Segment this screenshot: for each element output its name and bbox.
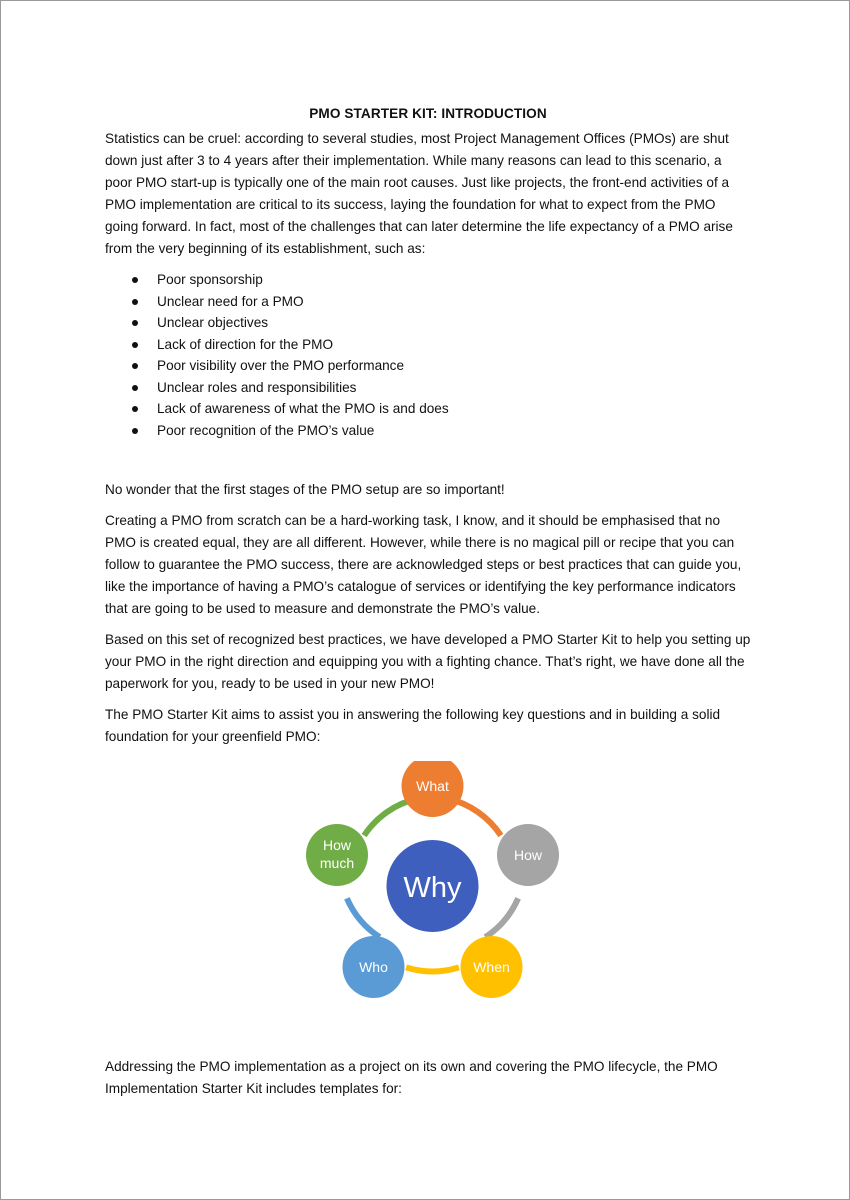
list-item xyxy=(105,377,751,399)
bullet-icon xyxy=(132,406,138,412)
how-label: How xyxy=(513,847,543,863)
node-how xyxy=(497,824,559,886)
list-item xyxy=(105,291,751,313)
bullet-icon xyxy=(132,299,138,305)
key-questions-diagram xyxy=(105,757,751,1047)
bullet-icon xyxy=(132,277,138,283)
bullet-icon xyxy=(132,428,138,434)
addressing-paragraph: Addressing the PMO implementation as a project on its own and covering the PMO lifecycle, the PMO Implementation Starter Kit includes templates for: xyxy=(105,1059,718,1096)
list-item-text: Lack of awareness of what the PMO is and does xyxy=(157,401,449,416)
who-label: Who xyxy=(359,959,388,975)
bullet-icon xyxy=(132,342,138,348)
list-item xyxy=(105,334,751,356)
wonder-paragraph: No wonder that the first stages of the PMO setup are so important! xyxy=(105,482,505,497)
list-item-text: Poor recognition of the PMO’s value xyxy=(157,422,375,438)
list-item xyxy=(105,355,751,377)
node-what xyxy=(402,761,464,817)
list-item xyxy=(105,398,751,420)
list-item-text: Poor sponsorship xyxy=(157,272,263,287)
when-label: When xyxy=(473,959,510,975)
bullet-icon xyxy=(132,320,138,326)
based-paragraph: Based on this set of recognized best practices, we have developed a PMO Starter Kit to help you setting up your PMO in the right direction and equipping you with a fighting chance. That’s right, we have done all the paperwork for you, ready to be used in your new PMO! xyxy=(105,632,751,691)
list-item xyxy=(105,420,751,442)
list-item-text: Unclear objectives xyxy=(157,315,269,330)
document-title: PMO STARTER KIT: INTRODUCTION xyxy=(309,106,547,121)
aims-paragraph: The PMO Starter Kit aims to assist you in answering the following key questions and in building a solid foundation for your greenfield PMO: xyxy=(105,707,721,744)
creating-paragraph: Creating a PMO from scratch can be a hard-working task, I know, and it should be emphasised that no PMO is created equal, they are all different. However, while there is no magical pill or recipe that you can follow to guarantee the PMO success, there are acknowledged steps or best practices that can guide you, like the importance of having a PMO’s catalogue of services or identifying the key performance indicators that are going to be used to measure and demonstrate the PMO’s value. xyxy=(105,513,742,616)
list-item xyxy=(105,312,751,334)
list-item-text: Unclear need for a PMO xyxy=(157,293,304,309)
list-item xyxy=(105,269,751,291)
node-who xyxy=(343,936,405,998)
cycle-diagram xyxy=(295,761,565,1011)
intro-paragraph: Statistics can be cruel: according to several studies, most Project Management Offices (PMOs) are shut down just after 3 to 4 years after their implementation. While many reasons can lead to this scenario, a poor PMO start-up is typically one of the main root causes. Just like projects, the front-end activities of a PMO implementation are critical to its success, laying the foundation for what to expect from the PMO going forward. In fact, most of the challenges that can later determine the life expectancy of a PMO arise from the very beginning of its establishment, such as: xyxy=(105,131,733,256)
challenges-list xyxy=(105,269,751,441)
arc-how-when xyxy=(485,898,518,937)
list-item-text: Lack of direction for the PMO xyxy=(157,336,334,352)
why-label: Why xyxy=(403,872,462,904)
arc-who-howmuch xyxy=(347,898,380,937)
list-item-text: Unclear roles and responsibilities xyxy=(157,379,357,395)
bullet-icon xyxy=(132,363,138,369)
node-when xyxy=(461,936,523,998)
list-item-text: Poor visibility over the PMO performance xyxy=(157,358,405,373)
how-much-label-line2: much xyxy=(319,855,355,871)
how-much-label-line1: How xyxy=(322,837,352,853)
arc-when-who xyxy=(406,967,459,971)
bullet-icon xyxy=(132,385,138,391)
what-label: What xyxy=(416,778,449,794)
blank-line xyxy=(105,441,751,479)
node-how-much xyxy=(306,824,368,886)
document-body xyxy=(105,103,751,1109)
